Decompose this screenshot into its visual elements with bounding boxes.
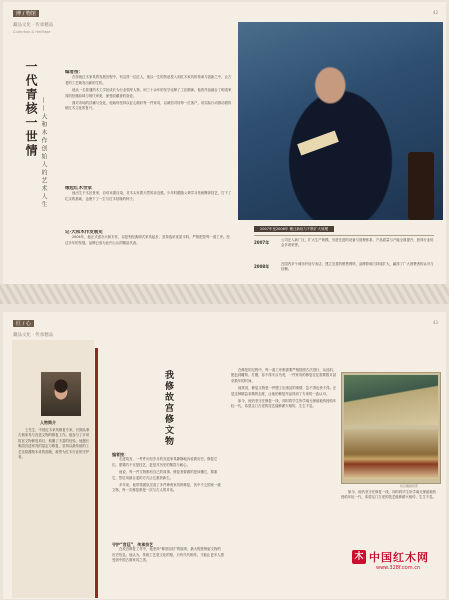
- timeline-entry: 公司迁入新厂区，扩大生产规模，引进先进的设备与管理体系，产品质量与产能全面提升，获得行业协会多项荣誉。: [281, 238, 434, 248]
- watermark-logo-icon: 木: [352, 550, 366, 564]
- intro-text: [65, 70, 233, 182]
- section-2-text: 2004年，他正式创办大和木作，以复刻经典明式家具起步，坚持选用优质木料，严格把控每一道工序。经过多年的发展，品牌已成为业内公认的精品代表。: [65, 235, 230, 245]
- section-1: [65, 186, 233, 226]
- article-title: 一代青核一世情: [24, 60, 38, 158]
- accent-column: [95, 348, 98, 598]
- article-head: 编者按：: [112, 452, 128, 457]
- palace-painting: [341, 372, 441, 484]
- intro-paragraph: 他从一名普通的木工学徒成长为行业领军人物，用三十余年的坚守诠释了工匠精神。他的作品融合了明清家具的经典韵味与现代审美，深受收藏者的喜爱。: [65, 88, 232, 98]
- watermark-url: www.328f.com.cn: [376, 565, 421, 571]
- sub-section-text: 在故宫修复工作中，他坚持“修旧如旧”的原则，最大程度保留文物的历史信息。他认为，传统工艺是文化的根，只有代代相传，才能让更多人感受到中国古典家具之美。: [112, 547, 224, 563]
- right-column-continued: [341, 490, 439, 546]
- timeline-year: 2007年: [254, 240, 270, 245]
- top-page: [3, 2, 446, 284]
- page-number: 43: [433, 320, 439, 325]
- intro-paragraph: 在传统红木家具的发展历程中，有这样一位匠人，他以一生的热爱投入到红木家具的传承与创新之中，让古老的工艺焕发出新的生机。: [65, 75, 232, 85]
- section-tag: 博 / 物馆: [13, 10, 39, 17]
- timeline-bar: 2007年至2008年 搬迁新址与不断扩大规模: [254, 226, 334, 232]
- painting-caption: 故宫藏画局部: [400, 484, 419, 488]
- decorative-band: [0, 284, 449, 304]
- article-paragraph: 多年来，他带领团队完成了多件珍贵家具的修复，其中不乏国家一级文物，每一次修复都是一次与古人的对话。: [112, 483, 221, 493]
- portrait-photo: [238, 22, 443, 220]
- intro-paragraph: 面对市场的浮躁与变化，他始终坚持以匠心做好每一件家具，以诚信对待每一位客户，用实际行动推动着传统红木文化的复兴。: [65, 101, 232, 111]
- profile-paragraph: 王先生，中国红木家具修复专家，长期从事古典家具与宫廷文物的修复工作。他参与了多项故宫文物修复项目，积累了丰富的经验。他擅长明清宫廷家具的鉴定与修复，坚持以最传统的工艺还原器物本来的面貌，被誉为红木行业的守护者。: [18, 428, 90, 460]
- right-paragraph: 在修复的过程中，每一道工序都需要严格按照古法进行，从选料、配色到雕刻、打磨，容不得半点马虎，一件家具的修复往往需要数月甚至数年的时间。: [231, 368, 337, 383]
- section-en: Collection & Heritage: [13, 30, 51, 34]
- watermark-text: 中国红木网: [369, 551, 429, 564]
- right-paragraph: 如今，他仍坚守在修复一线，同时将毕生所学毫无保留地传授给年轻一代，希望这门古老的技艺能够薪火相传，生生不息。: [231, 399, 337, 409]
- right-paragraph: 他常说，修复文物是一件慢工出细活的事情，急不得也快不得。正是这种精益求精的态度，让他的修复作品得到了专家的一致认可。: [231, 386, 337, 396]
- painting-lower: [344, 429, 438, 479]
- section-2-head: 记·大和木作发展史: [65, 230, 103, 235]
- right-paragraph: 如今，他仍坚守在修复一线，同时将毕生所学毫无保留地传授给年轻一代，希望这门古老的技艺能够薪火相传，生生不息。: [341, 490, 437, 500]
- profile-photo: [41, 372, 81, 416]
- article-paragraph: 走进故宫，一件件历经岁月的宫廷家具静静地诉说着历史。修复它们，需要的不仅是技艺，更是对历史的敬畏与耐心。: [112, 457, 218, 467]
- painting-upper: [344, 375, 438, 425]
- section-1-text: 他出生于木匠世家，自幼耳濡目染，对木头有着天然的亲近感。少年时跟随父辈学习传统榫卯技艺，打下了扎实的基础，也埋下了一生与红木结缘的种子。: [65, 191, 232, 201]
- section-sub: 藏品文化 · 传承精品: [13, 23, 54, 28]
- timeline-entry: 在国内多个城市开设专卖店，建立完善的销售网络，品牌影响力持续扩大，赢得了广大消费者的认可与信赖。: [281, 262, 434, 272]
- section-tag: 匠 / 心: [13, 320, 34, 327]
- intro-head: 编者按：: [65, 70, 83, 75]
- chair-graphic: [408, 152, 434, 220]
- article-subtitle: ——大和木作创始人的艺术人生: [40, 97, 47, 209]
- page-number: 42: [433, 10, 439, 15]
- sub-section-head: 守护“宫廷”，传承技艺: [112, 542, 154, 547]
- section-sub: 藏品文化 · 传承精品: [13, 333, 54, 338]
- profile-name: 人物简介: [40, 420, 56, 425]
- article-title: 我修故宫修文物: [163, 370, 173, 447]
- timeline-rule: [254, 235, 434, 236]
- article-intro: [112, 452, 224, 538]
- article-paragraph: 他说，每一件文物都有自己的故事，修复者要做的是读懂它、尊重它，然后用最合适的方式让它重获新生。: [112, 470, 218, 480]
- section-2: [65, 230, 233, 280]
- top-page-header: [13, 10, 53, 34]
- sub-section: [112, 542, 224, 596]
- profile-text: [18, 428, 90, 588]
- right-column: [231, 368, 337, 594]
- section-1-head: 缘起红木世家: [65, 186, 92, 191]
- timeline-year: 2008年: [254, 264, 270, 269]
